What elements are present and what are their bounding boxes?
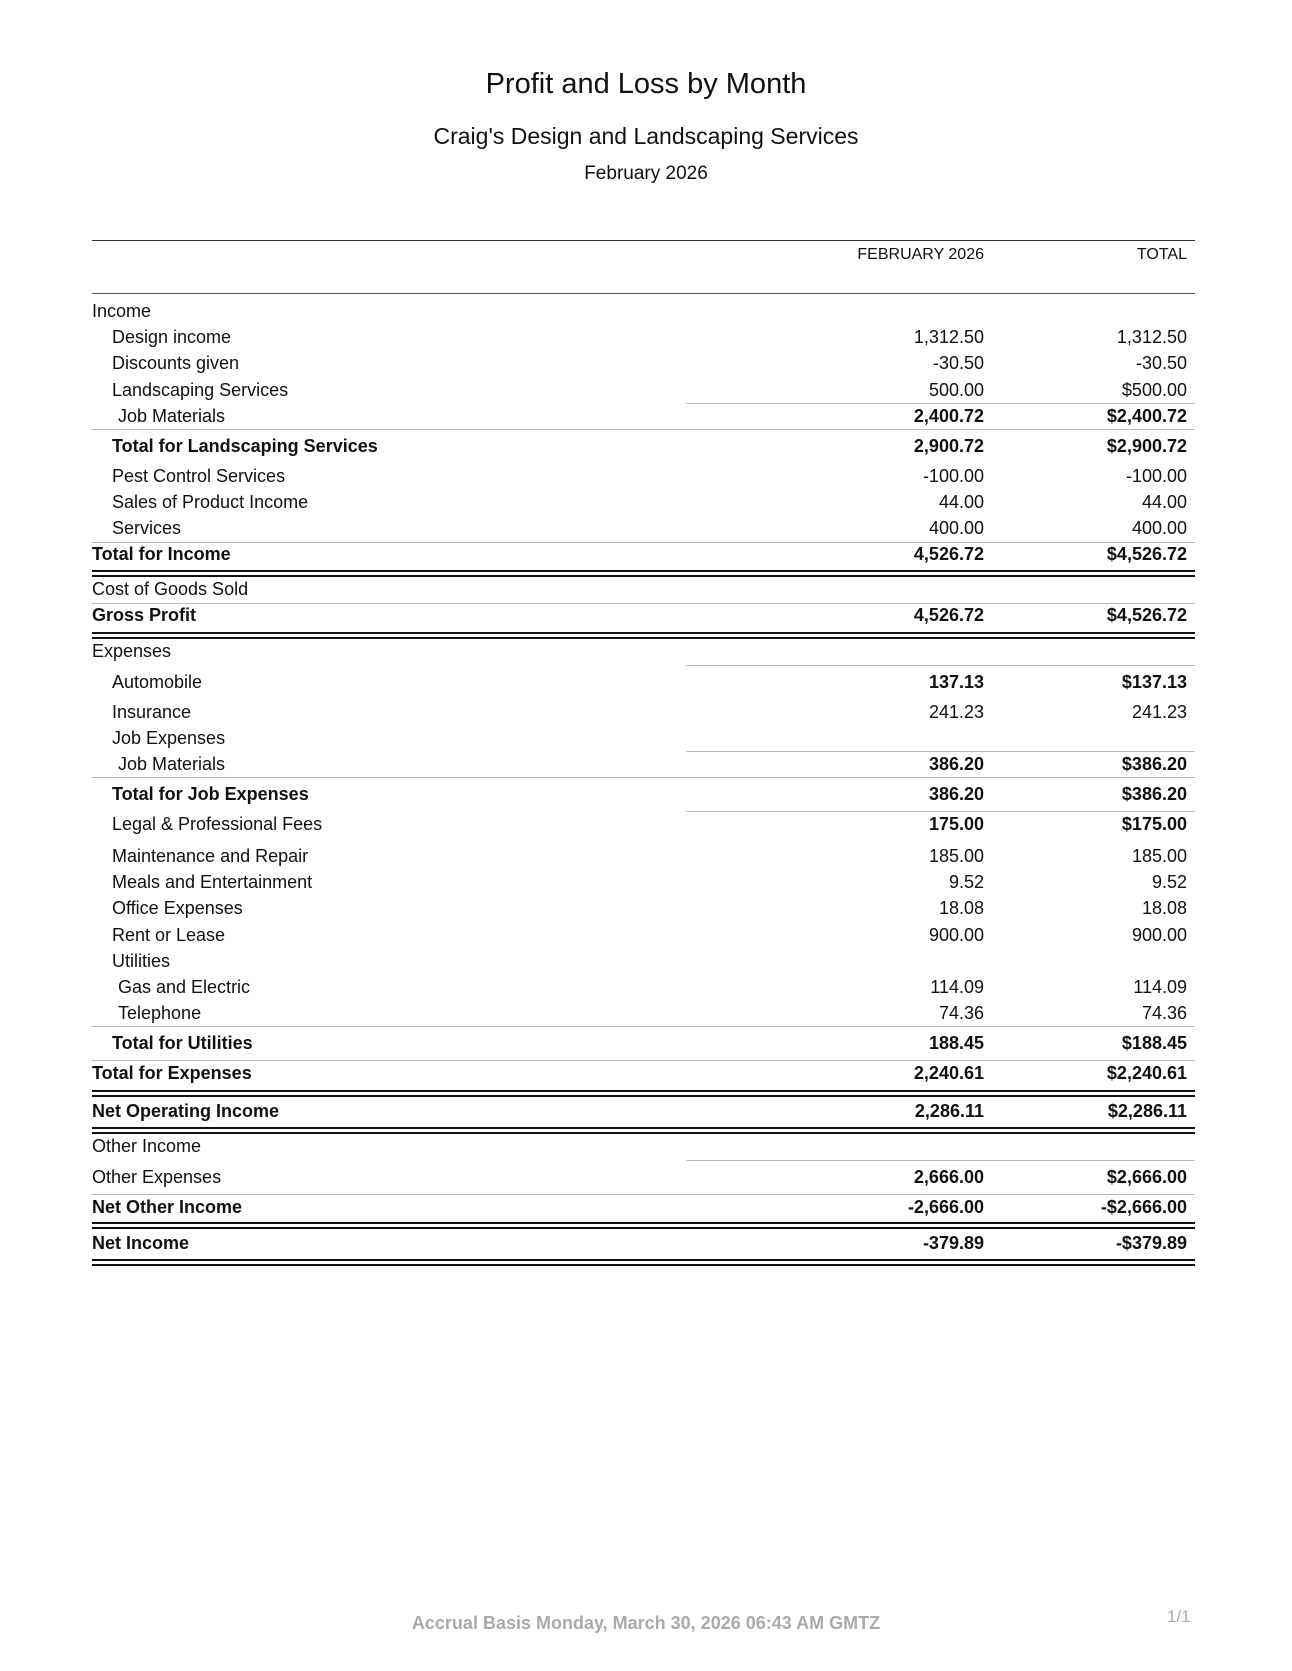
column-header-february: FEBRUARY 2026 (857, 246, 984, 263)
column-header-total: TOTAL (1136, 246, 1187, 263)
row-net-other-income: Net Other Income -2,666.00 -$2,666.00 (92, 1194, 1195, 1228)
row-design-income: Design income 1,312.50 1,312.50 (112, 327, 1187, 348)
row-sales-product: Sales of Product Income 44.00 44.00 (112, 492, 1187, 513)
report-table (92, 240, 1195, 1265)
row-net-income: Net Income -379.89 -$379.89 (92, 1228, 1195, 1265)
row-rent-lease: Rent or Lease 900.00 900.00 (112, 924, 1187, 945)
page-number: 1/1 (1167, 1607, 1191, 1626)
row-insurance: Insurance 241.23 241.23 (112, 701, 1187, 722)
row-cogs: Cost of Goods Sold (92, 578, 249, 599)
row-income: Income (92, 301, 152, 321)
report-period: February 2026 (584, 163, 708, 184)
row-meals: Meals and Entertainment 9.52 9.52 (112, 872, 1187, 893)
row-net-operating-income: Net Operating Income 2,286.11 $2,286.11 (92, 1096, 1195, 1133)
row-maintenance: Maintenance and Repair 185.00 185.00 (112, 846, 1187, 867)
row-other-income: Other Income (92, 1136, 202, 1157)
row-services: Services 400.00 400.00 (112, 518, 1187, 539)
row-utilities: Utilities (112, 950, 171, 971)
row-other-expenses: Other Expenses 2,666.00 $2,666.00 (92, 1160, 1195, 1194)
row-discounts-given: Discounts given -30.50 -30.50 (112, 353, 1187, 374)
row-pest-control: Pest Control Services -100.00 -100.00 (112, 465, 1187, 486)
row-gross-profit: Gross Profit 4,526.72 $4,526.72 (92, 603, 1195, 638)
row-total-utilities: Total for Utilities 188.45 $188.45 (92, 1026, 1195, 1060)
report-title: Profit and Loss by Month (485, 68, 807, 100)
row-automobile: Automobile 137.13 $137.13 (92, 665, 1195, 699)
row-total-job-expenses: Total for Job Expenses 386.20 $386.20 (92, 777, 1195, 811)
company-name: Craig's Design and Landscaping Services (433, 123, 859, 149)
row-gas-electric: Gas and Electric 114.09 114.09 (118, 977, 1187, 997)
row-office-expenses: Office Expenses 18.08 18.08 (112, 898, 1187, 919)
row-legal-professional: Legal & Professional Fees 175.00 $175.00 (92, 811, 1195, 843)
row-total-income: Total for Income 4,526.72 $4,526.72 (92, 542, 1195, 576)
row-landscaping-services: Landscaping Services 500.00 $500.00 (112, 379, 1187, 400)
row-telephone: Telephone 74.36 74.36 (118, 1003, 1187, 1024)
row-job-expenses: Job Expenses (112, 727, 226, 748)
row-job-materials-income: Job Materials 2,400.72 $2,400.72 (92, 403, 1195, 429)
row-job-materials-expense: Job Materials 386.20 $386.20 (92, 751, 1195, 777)
row-expenses: Expenses (92, 640, 172, 661)
row-total-expenses: Total for Expenses 2,240.61 $2,240.61 (92, 1060, 1195, 1096)
row-total-landscaping: Total for Landscaping Services 2,900.72 $2,900.72 (92, 429, 1195, 463)
table-header (92, 240, 1195, 294)
report-footer: Accrual Basis Monday, March 30, 2026 06:43 AM GMTZ (411, 1613, 881, 1633)
